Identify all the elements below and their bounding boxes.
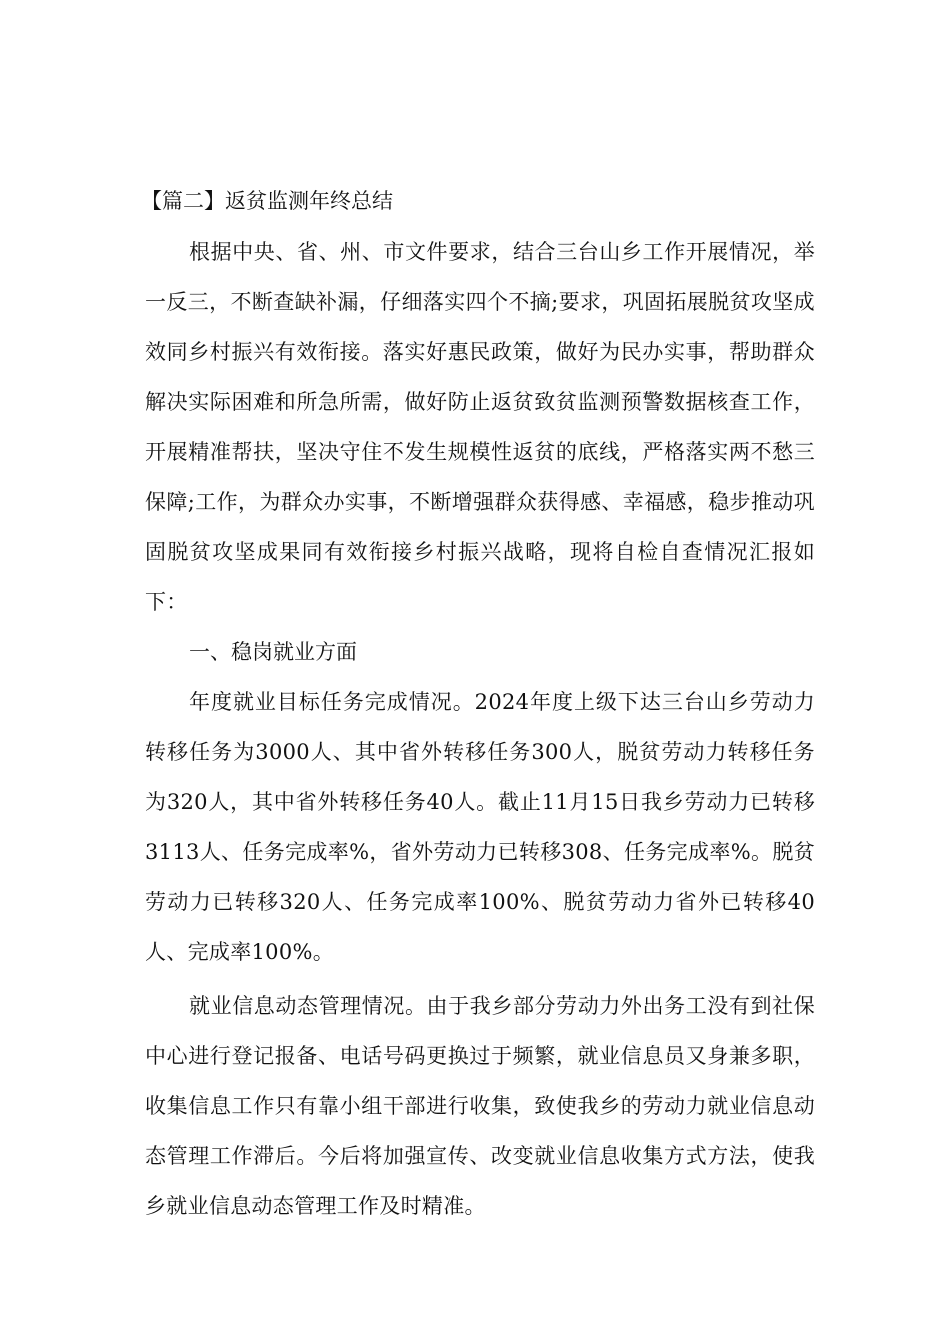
section-heading-employment: 一、稳岗就业方面 [189, 640, 357, 664]
employment-targets-paragraph: 年度就业目标任务完成情况。2024年度上级下达三台山乡劳动力转移任务为3000人、其中省外转移任务300人，脱贫劳动力转移任务为320人，其中省外转移任务40人。截止11月15日我乡劳动力已转移3113人、任务完成率%，省外劳动力已转移308、任务完成率%。脱贫劳动力已转移320人、任务完成率100%、脱贫劳动力省外已转移40人、完成率100%。 [145, 690, 815, 964]
employment-info-paragraph: 就业信息动态管理情况。由于我乡部分劳动力外出务工没有到社保中心进行登记报备、电话号码更换过于频繁，就业信息员又身兼多职，收集信息工作只有靠小组干部进行收集，致使我乡的劳动力就业信息动态管理工作滞后。今后将加强宣传、改变就业信息收集方式方法，使我乡就业信息动态管理工作及时精准。 [145, 994, 815, 1218]
intro-paragraph: 根据中央、省、州、市文件要求，结合三台山乡工作开展情况，举一反三，不断查缺补漏，仔细落实四个不摘;要求，巩固拓展脱贫攻坚成效同乡村振兴有效衔接。落实好惠民政策，做好为民办实事，帮助群众解决实际困难和所急所需，做好防止返贫致贫监测预警数据核查工作，开展精准帮扶，坚决守住不发生规模性返贫的底线，严格落实两不愁三保障;工作，为群众办实事，不断增强群众获得感、幸福感，稳步推动巩固脱贫攻坚成果同有效衔接乡村振兴战略，现将自检自查情况汇报如下： [145, 240, 815, 614]
document-title: 【篇二】返贫监测年终总结 [141, 189, 393, 213]
document-body [141, 180, 815, 1231]
